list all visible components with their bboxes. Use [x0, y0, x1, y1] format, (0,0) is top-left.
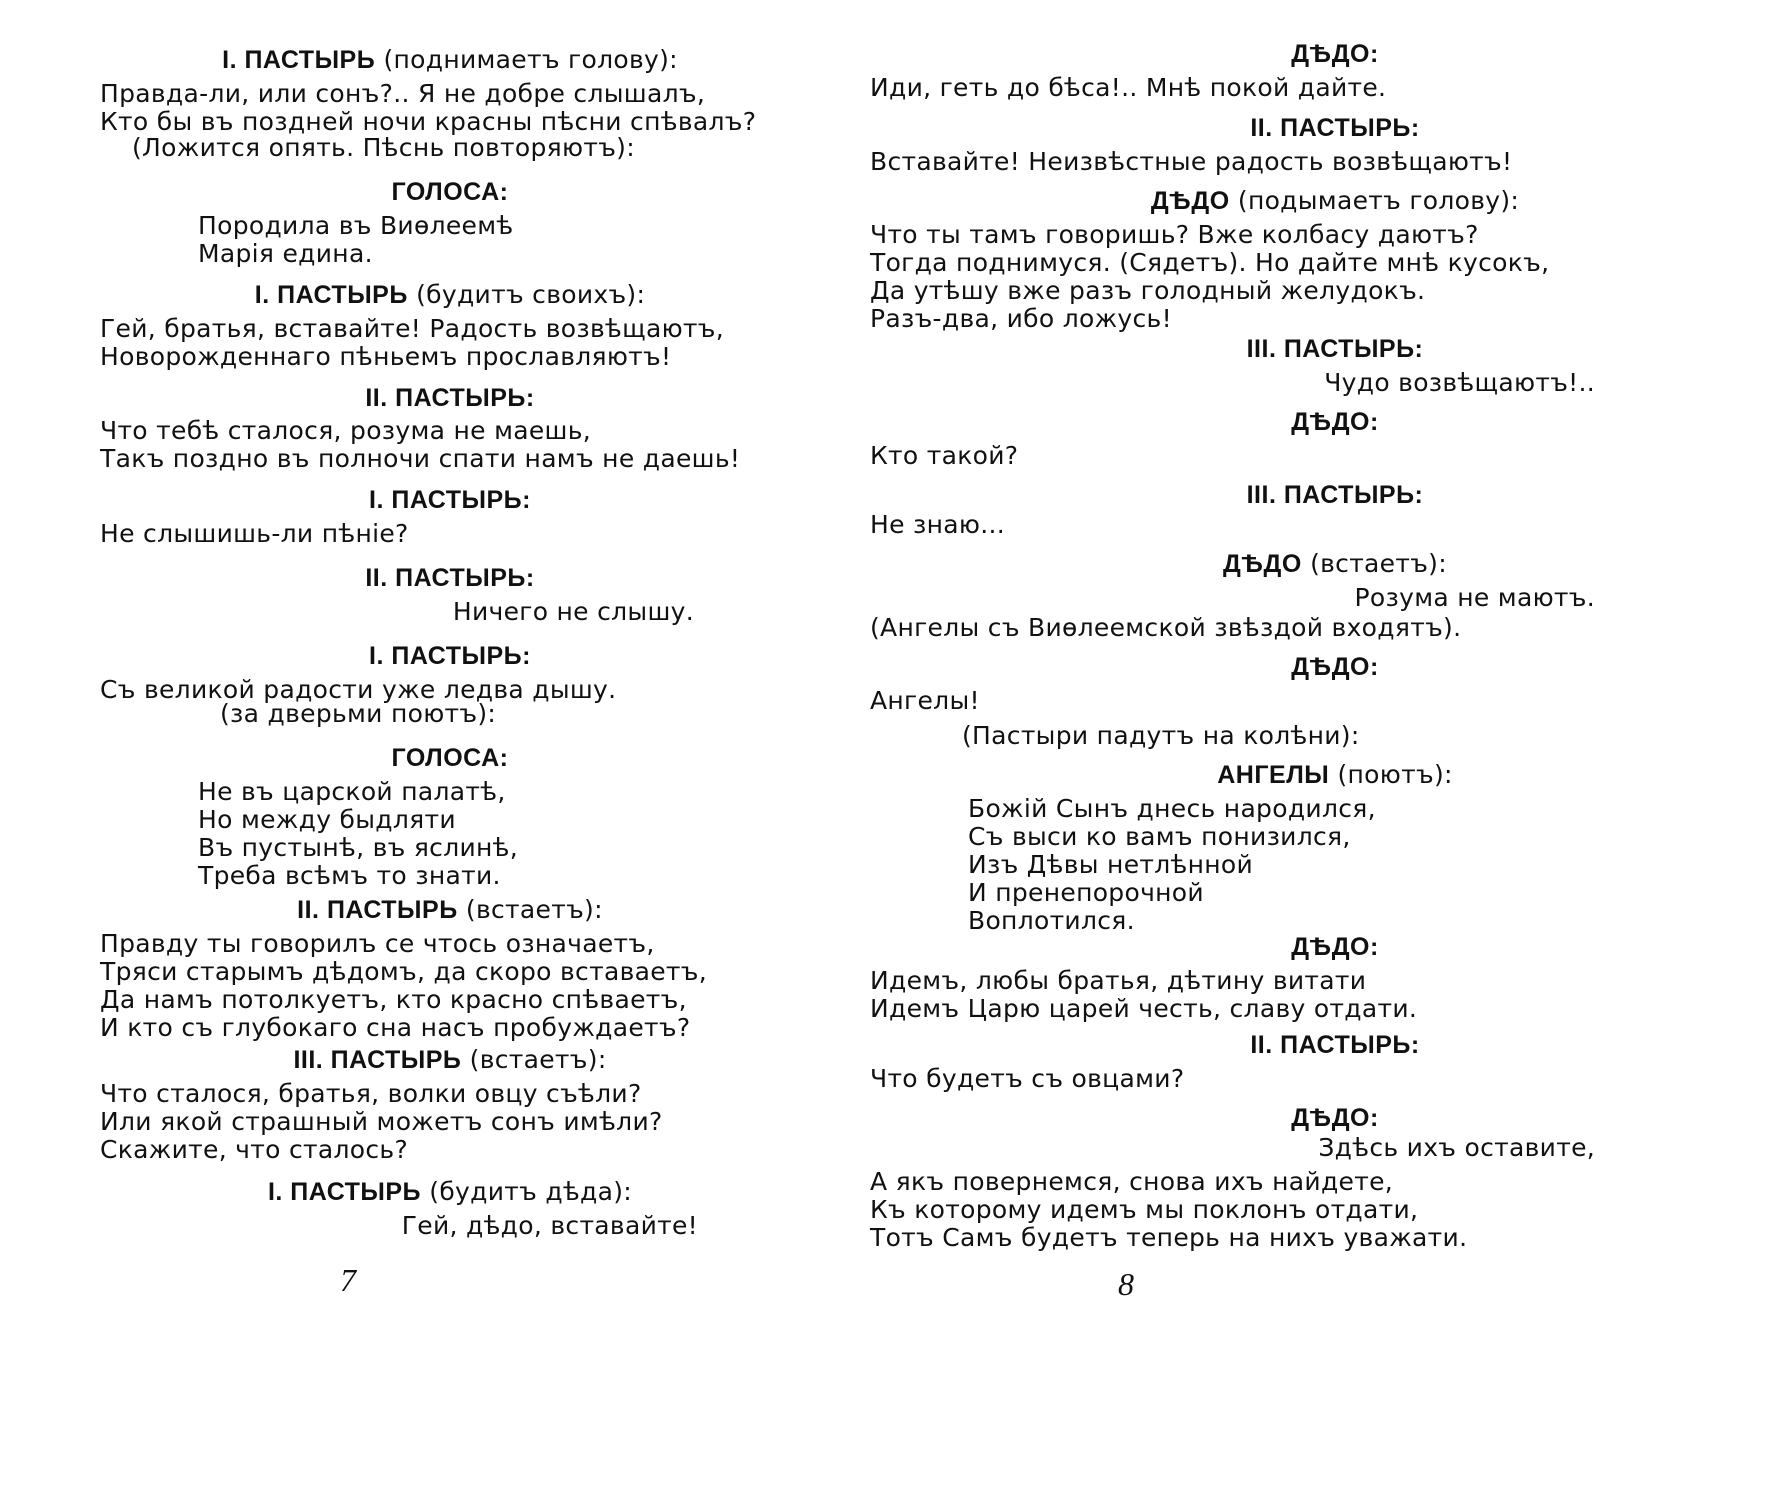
speaker-heading: II. ПАСТЫРЬ: [365, 564, 535, 592]
verse-line: Да намъ потолкуетъ, кто красно спѣваетъ, [100, 985, 687, 1014]
verse-block [100, 417, 800, 473]
verse-line: Такъ поздно въ полночи спати намъ не даешь! [100, 444, 741, 473]
verse-line: Розума не маютъ. [1354, 583, 1595, 612]
song-block [968, 795, 1668, 935]
verse-line: Иди, геть до бѣса!.. Мнѣ покой дайте. [870, 73, 1387, 102]
verse-block [100, 80, 800, 136]
verse-line: Къ которому идемъ мы поклонъ отдати, [870, 1195, 1419, 1224]
song-line: Породила въ Виѳлеемѣ [198, 211, 514, 240]
verse-block [870, 1168, 1570, 1252]
speaker-heading: I. ПАСТЫРЬ: [369, 642, 531, 670]
speaker-heading [100, 896, 800, 924]
stage-direction: (будитъ дѣда): [429, 1177, 633, 1206]
verse-line: Правда-ли, или сонъ?.. Я не добре слышалъ, [100, 79, 706, 108]
stage-direction: (встаетъ): [465, 895, 603, 924]
speaker-heading [100, 1178, 800, 1206]
song-block [198, 778, 898, 890]
speaker-heading [985, 761, 1685, 789]
speaker-heading: II. ПАСТЫРЬ: [1250, 114, 1420, 142]
left-page [100, 0, 800, 1500]
speaker-name: II. ПАСТЫРЬ [297, 896, 458, 924]
song-line: Изъ Дѣвы нетлѣнной [968, 850, 1254, 879]
page-number: 7 [340, 1262, 356, 1298]
speaker-name: ДѢДО [1150, 187, 1230, 215]
speaker-name: ДѢДО [1223, 550, 1302, 578]
verse-line: Что будетъ съ овцами? [870, 1064, 1185, 1093]
speaker-heading [100, 1046, 800, 1074]
verse-line: Что тебѣ сталося, розума не маешь, [100, 416, 591, 445]
stage-direction: (поютъ): [1337, 760, 1453, 789]
stage-direction: (встаетъ): [1310, 549, 1447, 578]
verse-line: Правду ты говорилъ се чтось означаетъ, [100, 929, 655, 958]
speaker-heading: II. ПАСТЫРЬ: [365, 384, 535, 412]
verse-line: Ничего не слышу. [452, 597, 694, 626]
speaker-heading [985, 187, 1685, 215]
verse-line: Тогда поднимуся. (Сядетъ). Но дайте мнѣ кусокъ, [870, 248, 1550, 277]
song-line: Не въ царской палатѣ, [198, 777, 506, 806]
speaker-heading: ДѢДО: [1291, 933, 1379, 961]
song-line: Въ пустынѣ, въ яслинѣ, [198, 833, 519, 862]
verse-line: Вставайте! Неизвѣстные радость возвѣщаютъ! [870, 147, 1513, 176]
song-line: Но между быдляти [198, 805, 456, 834]
verse-line: Здѣсь ихъ оставите, [1318, 1133, 1595, 1162]
song-line: Съ выси ко вамъ понизился, [968, 822, 1351, 851]
verse-line: Гей, братья, вставайте! Радость возвѣщаютъ, [100, 314, 724, 343]
verse-line: Да утѣшу вже разъ голодный желудокъ. [870, 276, 1426, 305]
verse-line: А якъ повернемся, снова ихъ найдете, [870, 1167, 1393, 1196]
verse-block [870, 967, 1570, 1023]
song-line: Треба всѣмъ то знати. [198, 861, 501, 890]
speaker-heading: ГОЛОСА: [391, 744, 509, 772]
verse-line: Ангелы! [870, 686, 980, 715]
song-block [198, 212, 898, 268]
verse-line: Идемъ Царю царей честь, славу отдати. [870, 994, 1418, 1023]
verse-line: Не слышишь-ли пѣніе? [100, 519, 409, 548]
song-line: Божій Сынъ днесь народился, [968, 794, 1376, 823]
stage-direction: (будитъ своихъ): [416, 280, 646, 309]
speaker-heading [100, 281, 800, 309]
speaker-heading: III. ПАСТЫРЬ: [1246, 481, 1424, 509]
verse-line: Разъ-два, ибо ложусь! [870, 304, 1172, 333]
speaker-name: I. ПАСТЫРЬ [254, 281, 408, 309]
verse-block [100, 930, 800, 1042]
page-number: 8 [1118, 1266, 1134, 1302]
verse-line: Съ великой радости уже ледва дышу. [100, 675, 617, 704]
stage-direction: (встаетъ): [469, 1045, 607, 1074]
speaker-name: I. ПАСТЫРЬ [267, 1178, 422, 1206]
stage-direction: (подымаетъ голову): [1237, 186, 1520, 215]
verse-block [870, 221, 1570, 333]
verse-line: Тотъ Самъ будетъ теперь на нихъ уважати. [870, 1223, 1468, 1252]
verse-line: Идемъ, любы братья, дѣтину витати [870, 966, 1367, 995]
verse-line: Чудо возвѣщаютъ!.. [1324, 368, 1595, 397]
speaker-heading: ГОЛОСА: [391, 178, 509, 206]
speaker-heading [985, 550, 1685, 578]
song-line: И пренепорочной [968, 878, 1204, 907]
verse-line: Кто такой? [870, 441, 1019, 470]
song-line: Воплотился. [968, 906, 1135, 935]
speaker-heading: ДѢДО: [1291, 40, 1379, 68]
verse-line: Что сталося, братья, волки овцу съѣли? [100, 1079, 642, 1108]
speaker-name: I. ПАСТЫРЬ [222, 46, 376, 74]
verse-line: Тряси старымъ дѣдомъ, да скоро вставаетъ, [100, 957, 707, 986]
verse-block [100, 315, 800, 371]
verse-line: И кто съ глубокаго сна насъ пробуждаетъ? [100, 1013, 691, 1042]
speaker-name: III. ПАСТЫРЬ [293, 1046, 462, 1074]
verse-line: Или якой страшный можетъ сонъ имѣли? [100, 1107, 663, 1136]
stage-direction: (поднимаетъ голову): [383, 45, 678, 74]
speaker-name: АНГЕЛЫ [1217, 761, 1330, 789]
stage-direction: (Пастыри падутъ на колѣни): [962, 721, 1360, 750]
verse-line: Скажите, что сталось? [100, 1135, 409, 1164]
speaker-heading: ДѢДО: [1291, 408, 1379, 436]
verse-line: Гей, дѣдо, вставайте! [401, 1211, 698, 1240]
verse-line: Кто бы въ поздней ночи красны пѣсни спѣвалъ? [100, 107, 757, 136]
verse-line: Не знаю... [870, 510, 1005, 539]
verse-block [100, 1080, 800, 1164]
verse-line: Что ты тамъ говоришь? Вже колбасу даютъ? [870, 220, 1479, 249]
right-page [870, 0, 1685, 1500]
stage-direction: (Ангелы съ Виѳлеемской звѣздой входятъ). [870, 613, 1462, 642]
stage-direction: (за дверьми поютъ): [220, 699, 497, 728]
speaker-heading [100, 46, 800, 74]
speaker-heading: ДѢДО: [1291, 1104, 1379, 1132]
song-line: Марія едина. [198, 239, 373, 268]
stage-direction: (Ложится опять. Пѣснь повторяютъ): [132, 133, 635, 162]
speaker-heading: II. ПАСТЫРЬ: [1250, 1031, 1420, 1059]
verse-line: Новорожденнаго пѣньемъ прославляютъ! [100, 342, 672, 371]
speaker-heading: ДѢДО: [1291, 653, 1379, 681]
speaker-heading: I. ПАСТЫРЬ: [369, 486, 531, 514]
speaker-heading: III. ПАСТЫРЬ: [1246, 335, 1424, 363]
